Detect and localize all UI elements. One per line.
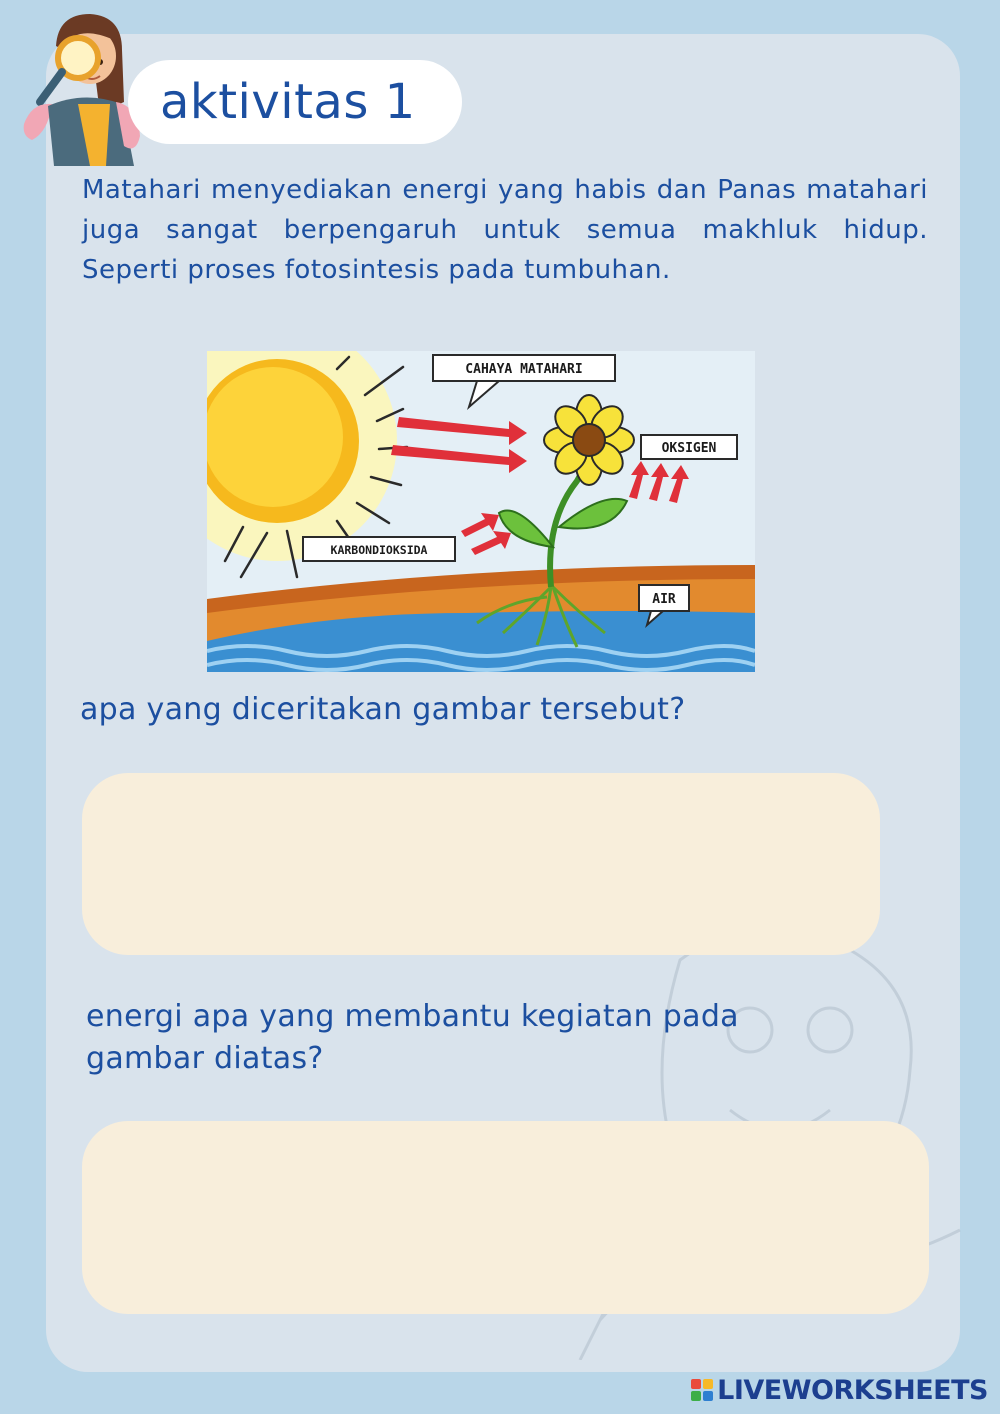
page-title: aktivitas 1 [160, 74, 416, 130]
liveworksheets-brand [691, 1374, 988, 1406]
detective-girl-icon [18, 6, 148, 168]
label-water: AIR [652, 592, 676, 607]
title-banner [128, 60, 462, 144]
label-carbon-dioxide: KARBONDIOKSIDA [330, 543, 428, 557]
liveworksheets-logo-icon [691, 1379, 713, 1401]
intro-paragraph: Matahari menyediakan energi yang habis dan Panas matahari juga sangat berpengaruh untuk semua makhluk hidup. Seperti proses fotosintesis pada tumbuhan. [82, 175, 928, 285]
photosynthesis-illustration [207, 351, 755, 672]
question-2: energi apa yang membantu kegiatan pada gambar diatas? [86, 999, 739, 1076]
brand-wordmark: LIVEWORKSHEETS [717, 1374, 988, 1406]
answer-field-1[interactable] [82, 773, 880, 955]
question-1: apa yang diceritakan gambar tersebut? [80, 692, 686, 727]
label-sunlight: CAHAYA MATAHARI [465, 362, 583, 377]
label-oxygen: OKSIGEN [661, 441, 717, 456]
answer-field-2[interactable] [82, 1121, 929, 1314]
